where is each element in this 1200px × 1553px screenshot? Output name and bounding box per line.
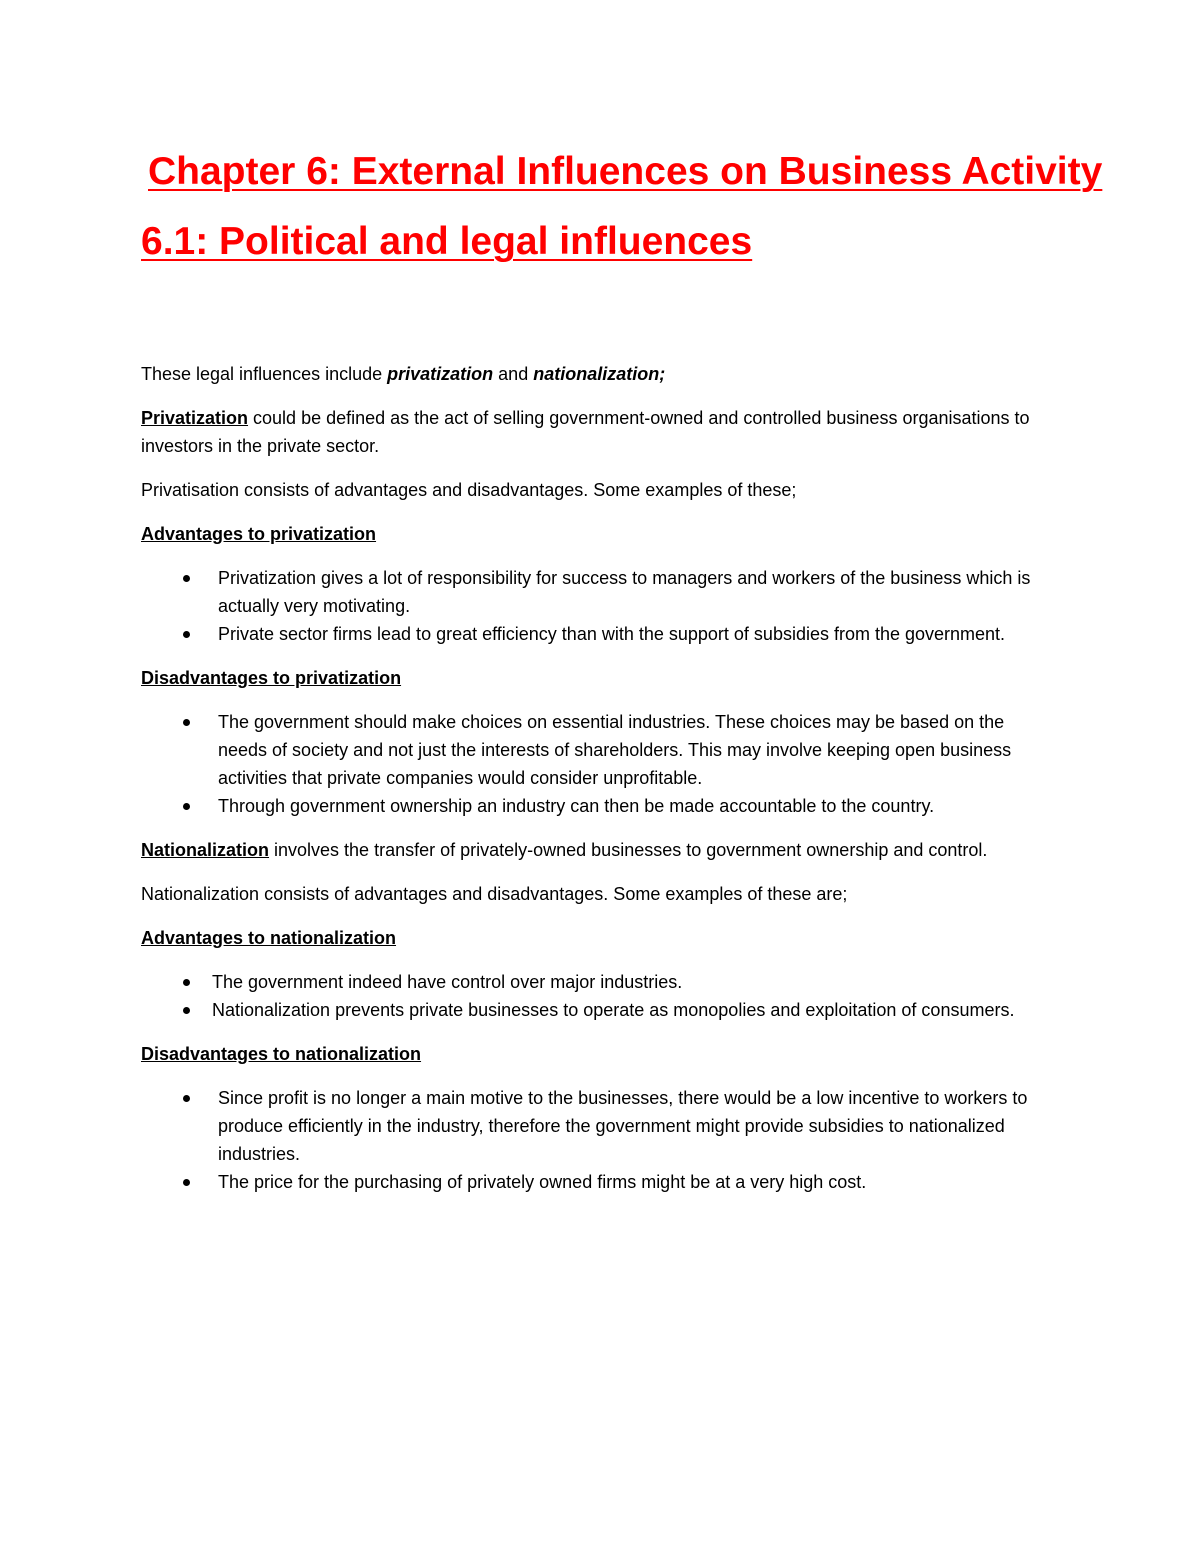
list-item-text: Privatization gives a lot of responsibility for success to managers and workers of the business which is actually very motivating.	[218, 568, 1031, 616]
disadvantages-nationalization-heading: Disadvantages to nationalization	[141, 1044, 422, 1064]
list-item	[141, 1084, 1041, 1168]
advantages-privatization-heading: Advantages to privatization	[141, 524, 377, 544]
list-item	[141, 1168, 1041, 1196]
bullet-icon	[183, 1007, 190, 1014]
advantages-privatization-list	[141, 564, 1041, 648]
bullet-icon	[183, 1179, 190, 1186]
list-item	[141, 968, 1041, 996]
intro-middle: and	[493, 364, 534, 384]
intro-term-nationalization: nationalization;	[533, 364, 666, 384]
section-title: 6.1: Political and legal influences	[141, 220, 753, 263]
intro-term-privatization: privatization	[387, 364, 494, 384]
document-body	[141, 360, 1041, 1212]
privatization-definition-text: could be defined as the act of selling government-owned and controlled business organisations to investors in the private sector.	[141, 408, 1030, 456]
chapter-title: Chapter 6: External Influences on Business Activity	[148, 150, 1103, 193]
list-item-text: The price for the purchasing of privately owned firms might be at a very high cost.	[218, 1172, 867, 1192]
list-item-text: Through government ownership an industry can then be made accountable to the country.	[218, 796, 935, 816]
list-item	[141, 564, 1041, 620]
bullet-icon	[183, 631, 190, 638]
disadvantages-privatization-list	[141, 708, 1041, 820]
privatisation-intro: Privatisation consists of advantages and disadvantages. Some examples of these;	[141, 480, 797, 500]
list-item-text: Nationalization prevents private businesses to operate as monopolies and exploitation of consumers.	[212, 1000, 1015, 1020]
nationalization-definition-text: involves the transfer of privately-owned businesses to government ownership and control.	[269, 840, 988, 860]
bullet-icon	[183, 1095, 190, 1102]
list-item	[141, 996, 1041, 1024]
list-item-text: Since profit is no longer a main motive to the businesses, there would be a low incentive to workers to produce efficiently in the industry, therefore the government might provide subsidies to nationalized industries.	[218, 1088, 1028, 1164]
advantages-nationalization-list	[141, 968, 1041, 1024]
bullet-icon	[183, 803, 190, 810]
list-item	[141, 620, 1041, 648]
nationalization-definition	[141, 836, 1041, 864]
list-item	[141, 792, 1041, 820]
intro-paragraph	[141, 360, 1041, 388]
list-item-text: Private sector firms lead to great efficiency than with the support of subsidies from the government.	[218, 624, 1006, 644]
disadvantages-nationalization-list	[141, 1084, 1041, 1196]
disadvantages-privatization-heading: Disadvantages to privatization	[141, 668, 402, 688]
nationalization-term: Nationalization	[141, 840, 270, 860]
privatization-definition	[141, 404, 1041, 460]
bullet-icon	[183, 979, 190, 986]
advantages-nationalization-heading: Advantages to nationalization	[141, 928, 397, 948]
list-item-text: The government should make choices on essential industries. These choices may be based on the needs of society and not just the interests of shareholders. This may involve keeping open business activities that private companies would consider unprofitable.	[218, 712, 1012, 788]
list-item-text: The government indeed have control over major industries.	[212, 972, 683, 992]
bullet-icon	[183, 719, 190, 726]
bullet-icon	[183, 575, 190, 582]
intro-prefix: These legal influences include	[141, 364, 388, 384]
nationalization-intro: Nationalization consists of advantages and disadvantages. Some examples of these are;	[141, 884, 848, 904]
privatization-term: Privatization	[141, 408, 249, 428]
list-item	[141, 708, 1041, 792]
